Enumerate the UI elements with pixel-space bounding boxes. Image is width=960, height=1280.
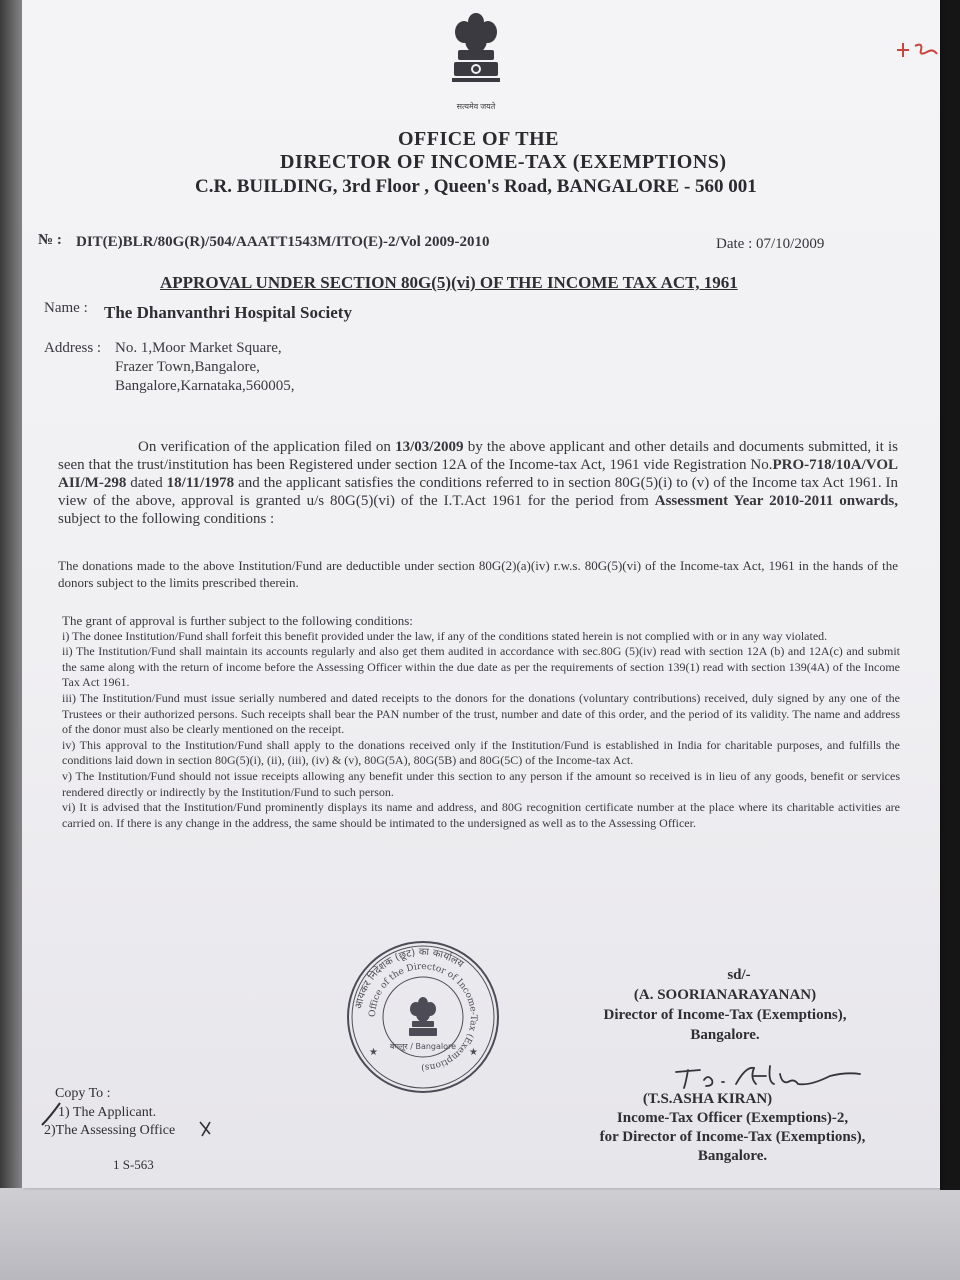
pen-mark-icon (196, 1118, 218, 1140)
address-line: Bangalore,Karnataka,560005, (115, 378, 295, 394)
director-title: Director of Income-Tax (Exemptions), (603, 1007, 847, 1023)
national-emblem-icon (444, 10, 508, 110)
condition-item: iv) This approval to the Institution/Fund shall apply to the donations received only if the Institution/Fund is established in India for charitable purposes, and fulfills the conditions laid down in section 80G(5)(i), (ii), (iii), (iv) & (v), 80G(5A), 80G(5B) and 80G(5C) of the Income-tax Act. (62, 737, 900, 768)
officer-title: Income-Tax Officer (Exemptions)-2, (616, 1110, 849, 1126)
photo-edge (940, 0, 960, 1190)
application-date: 13/03/2009 (395, 439, 464, 455)
condition-item: vi) It is advised that the Institution/Fund prominently displays its name and address, and 80G recognition certificate number at the place where its charitable activities are carried on. If there is any change in the address, the same should be intimated to the undersigned as well as to the Assessing Officer. (62, 800, 900, 830)
approval-paragraph: On verification of the application filed on 13/03/2009 by the above applicant and other details and documents submitted, it is seen that the trust/institution has been Registered under section 12A of the Income-tax Act, 1961 vide Registration No.PRO-718/10A/VOL AII/M-298 dated 18/11/1978 and the applicant satisfies the conditions referred to in section 80G(5)(i) to (v) of the Income tax Act 1961. In view of the above, approval is granted u/s 80G(5)(vi) of the I.T.Act 1961 for the period from Assessment Year 2010-2011 onwards, subject to the following conditions : (58, 439, 898, 527)
address-block (115, 339, 295, 396)
officer-city: Bangalore. (697, 1148, 768, 1164)
seal-city: बंगलूर / Bangalore (389, 1042, 457, 1051)
seal-outer-text: आयकर निदेशक (छूट) का कार्यालय (353, 946, 466, 1010)
copy-to-item: 1) The Applicant. (58, 1105, 157, 1120)
deduction-paragraph: The donations made to the above Institution/Fund are deductible under section 80G(2)(a)(iv) r.w.s. 80G(5)(vi) of the Income-tax Act, 1961 in the hands of the donors subject to the limits prescribed therein. (58, 558, 898, 590)
reference-number: DIT(E)BLR/80G(R)/504/AAATT1543M/ITO(E)-2/Vol 2009-2010 (76, 234, 490, 250)
emblem-motto: सत्यमेव जयते (456, 102, 496, 111)
address-line: No. 1,Moor Market Square, (115, 340, 282, 356)
conditions-list (62, 613, 900, 831)
official-seal-stamp (343, 937, 503, 1097)
director-heading: DIRECTOR OF INCOME-TAX (EXEMPTIONS) (280, 151, 727, 173)
tick-mark-icon (38, 1097, 78, 1137)
address-label: Address : (44, 340, 102, 356)
condition-item: iii) The Institution/Fund must issue serially numbered and dated receipts to the donors for the donations (voluntary contributions) received, duly signed by any one of the Trustees or their authorized persons. Such receipts shall bear the PAN number of the trust, number and date of this order, and the period of its validity. The name and address of the donor must also be clearly mentioned on the receipt. (62, 690, 900, 737)
registration-number: PRO-718/10A/VOL AII/M-298 (58, 457, 898, 491)
file-code: 1 S-563 (113, 1157, 154, 1172)
director-name: (A. SOORIANARAYANAN) (633, 987, 817, 1003)
copy-to-label: Copy To : (55, 1086, 111, 1101)
officer-capacity: for Director of Income-Tax (Exemptions), (599, 1129, 866, 1145)
signatory-officer (560, 1090, 905, 1166)
document-date: Date : 07/10/2009 (716, 236, 825, 252)
office-heading: OFFICE OF THE (398, 128, 559, 150)
red-ink-mark (893, 38, 941, 60)
officer-name: (T.S.ASHA KIRAN) (642, 1091, 773, 1107)
signed-mark: sd/- (727, 967, 751, 983)
registration-date: 18/11/1978 (166, 475, 235, 491)
office-address-heading: C.R. BUILDING, 3rd Floor , Queen's Road, BANGALORE - 560 001 (195, 176, 757, 197)
name-label: Name : (44, 300, 88, 316)
handwritten-signature (670, 1062, 870, 1092)
assessment-period: Assessment Year 2010-2011 onwards, (654, 493, 898, 509)
condition-item: v) The Institution/Fund should not issue receipts allowing any benefit under this section to any person if the amount so received is in lieu of any goods, benefit or services rendered directly or indirectly by the Institution/Fund to such person. (62, 768, 900, 799)
svg-text:★: ★ (469, 1047, 478, 1058)
copy-to-item: 2)The Assessing Office (44, 1123, 176, 1138)
director-city: Bangalore. (690, 1027, 760, 1043)
condition-item: i) The donee Institution/Fund shall forfeit this benefit provided under the law, if any of the conditions stated herein is not complied with or in any way violated. (62, 628, 828, 643)
address-line: Frazer Town,Bangalore, (115, 359, 260, 375)
table-surface (0, 1188, 960, 1280)
seal-inner-text: Office of the Director of Income-Tax (Exemptions) (367, 961, 479, 1073)
approval-title: APPROVAL UNDER SECTION 80G(5)(vi) OF THE INCOME TAX ACT, 1961 (160, 273, 738, 292)
conditions-intro: The grant of approval is further subject to the following conditions: (62, 613, 413, 628)
svg-text:★: ★ (369, 1047, 378, 1058)
condition-item: ii) The Institution/Fund shall maintain its accounts regularly and also get them audited in accordance with sec.80G (5)(iv) read with section 12A (b) and 12A(c) and submit the same along with the return of income before the Assessing Officer within the due date as per the requirements of section 139(1) read with section 139(4A) of the Income Tax Act 1961. (62, 644, 900, 690)
applicant-name: The Dhanvanthri Hospital Society (104, 303, 352, 322)
signatory-director (580, 965, 870, 1045)
reference-label: № : (38, 232, 62, 248)
